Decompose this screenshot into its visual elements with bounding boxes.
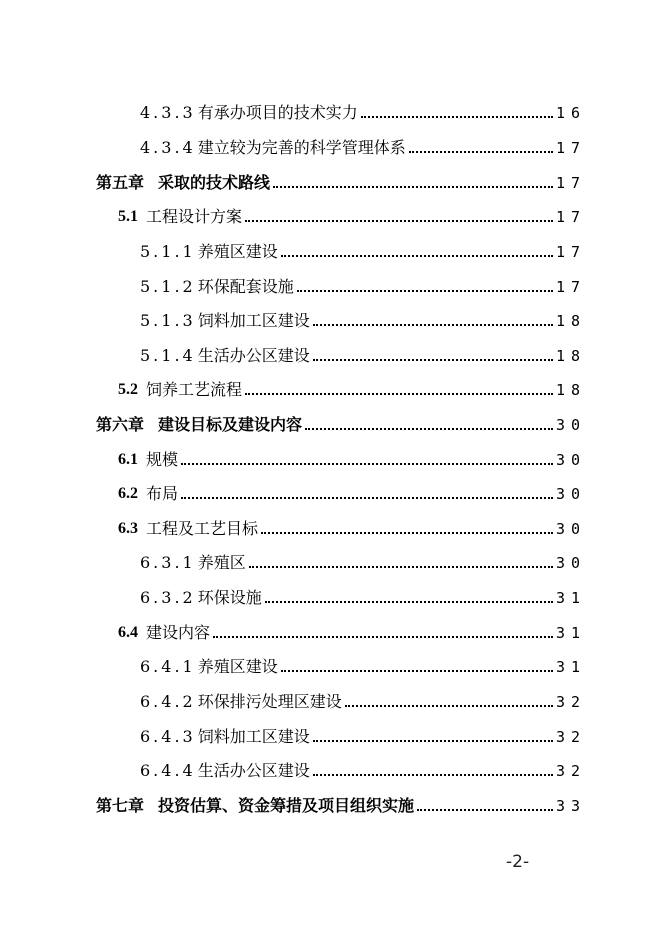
toc-entry-number: 4.3.4 xyxy=(140,138,196,157)
dot-leader xyxy=(273,186,553,188)
toc-entry-page: 18 xyxy=(555,381,586,399)
toc-entry[interactable] xyxy=(140,653,586,677)
toc-entry-number: 6.1 xyxy=(118,451,138,468)
dot-leader xyxy=(313,359,553,361)
dot-leader xyxy=(409,151,553,153)
toc-entry-page: 17 xyxy=(555,174,586,192)
toc-entry-page: 32 xyxy=(555,728,586,746)
toc-entry-page: 31 xyxy=(555,589,586,607)
toc-entry-title: 饲料加工区建设 xyxy=(197,727,310,746)
toc-entry-page: 18 xyxy=(555,312,586,330)
dot-leader xyxy=(313,740,553,742)
toc-section-entry[interactable] xyxy=(118,446,586,470)
toc-entry-title: 养殖区建设 xyxy=(197,657,278,676)
toc-entry-number: 5.1.1 xyxy=(140,242,196,261)
dot-leader xyxy=(313,774,553,776)
toc-entry-number: 6.3 xyxy=(118,520,138,537)
toc-entry-title: 布局 xyxy=(146,484,179,503)
toc-entry-page: 30 xyxy=(555,416,586,434)
toc-entry-page: 31 xyxy=(555,624,586,642)
toc-entry-number: 5.1.2 xyxy=(140,277,196,296)
dot-leader xyxy=(261,532,553,534)
page-number: -2- xyxy=(506,852,530,872)
toc-entry-number: 6.4.3 xyxy=(140,727,196,746)
toc-entry-title: 饲养工艺流程 xyxy=(146,380,243,399)
toc-entry-number: 6.4 xyxy=(118,624,138,641)
dot-leader xyxy=(181,463,553,465)
toc-chapter-entry[interactable] xyxy=(96,411,586,435)
dot-leader xyxy=(213,636,553,638)
toc-entry-title: 规模 xyxy=(146,450,179,469)
toc-entry-title: 采取的技术路线 xyxy=(158,173,271,192)
dot-leader xyxy=(181,497,553,499)
toc-entry[interactable] xyxy=(140,757,586,781)
dot-leader xyxy=(345,705,553,707)
toc-entry[interactable] xyxy=(140,238,586,262)
toc-entry-title: 有承办项目的技术实力 xyxy=(197,103,358,122)
toc-entry-number: 4.3.3 xyxy=(140,103,196,122)
toc-entry-page: 31 xyxy=(555,658,586,676)
toc-entry-number: 6.4.4 xyxy=(140,761,196,780)
dot-leader xyxy=(313,324,553,326)
toc-entry[interactable] xyxy=(140,273,586,297)
toc-entry[interactable] xyxy=(140,134,586,158)
toc-entry-title: 环保设施 xyxy=(197,588,262,607)
toc-entry-title: 建设内容 xyxy=(146,623,211,642)
toc-entry-title: 环保配套设施 xyxy=(197,277,294,296)
toc-chapter-number: 第五章 xyxy=(96,173,145,192)
toc-entry-title: 生活办公区建设 xyxy=(197,346,310,365)
toc-entry-page: 17 xyxy=(555,208,586,226)
toc-entry-title: 投资估算、资金筹措及项目组织实施 xyxy=(158,796,415,815)
dot-leader xyxy=(245,220,553,222)
dot-leader xyxy=(265,601,553,603)
toc-entry-page: 17 xyxy=(555,243,586,261)
toc-entry-title: 养殖区建设 xyxy=(197,242,278,261)
toc-entry[interactable] xyxy=(140,584,586,608)
toc-entry-page: 18 xyxy=(555,347,586,365)
toc-entry-page: 30 xyxy=(555,485,586,503)
toc-entry[interactable] xyxy=(140,307,586,331)
toc-entry[interactable] xyxy=(140,723,586,747)
toc-entry-title: 生活办公区建设 xyxy=(197,761,310,780)
toc-entry-title: 建立较为完善的科学管理体系 xyxy=(197,138,406,157)
dot-leader xyxy=(305,428,553,430)
toc-entry-page: 30 xyxy=(555,554,586,572)
toc-entry[interactable] xyxy=(140,549,586,573)
toc-entry-title: 环保排污处理区建设 xyxy=(197,692,342,711)
toc-entry-number: 5.1.3 xyxy=(140,311,196,330)
toc-section-entry[interactable] xyxy=(118,619,586,643)
toc-entry-title: 建设目标及建设内容 xyxy=(158,415,303,434)
toc-entry-page: 16 xyxy=(555,104,586,122)
toc-chapter-number: 第六章 xyxy=(96,415,145,434)
toc-section-entry[interactable] xyxy=(118,480,586,504)
toc-chapter-entry[interactable] xyxy=(96,169,586,193)
toc-section-entry[interactable] xyxy=(118,515,586,539)
dot-leader xyxy=(245,393,553,395)
toc-entry-page: 32 xyxy=(555,762,586,780)
toc-entry-title: 工程及工艺目标 xyxy=(146,519,259,538)
toc-entry-number: 6.3.1 xyxy=(140,553,196,572)
toc-entry-page: 32 xyxy=(555,693,586,711)
toc-entry-page: 30 xyxy=(555,520,586,538)
dot-leader xyxy=(361,116,553,118)
toc-section-entry[interactable] xyxy=(118,203,586,227)
dot-leader xyxy=(281,670,553,672)
toc-entry-number: 6.4.1 xyxy=(140,657,196,676)
toc-entry-number: 5.1 xyxy=(118,208,138,225)
toc-entry[interactable] xyxy=(140,99,586,123)
toc-entry-title: 养殖区 xyxy=(197,553,246,572)
toc-entry-page: 17 xyxy=(555,278,586,296)
toc-entry-title: 饲料加工区建设 xyxy=(197,311,310,330)
toc-entry-page: 33 xyxy=(555,797,586,815)
toc-section-entry[interactable] xyxy=(118,376,586,400)
toc-entry-number: 6.4.2 xyxy=(140,692,196,711)
dot-leader xyxy=(417,809,553,811)
toc-entry-page: 17 xyxy=(555,139,586,157)
toc-entry-number: 5.1.4 xyxy=(140,346,196,365)
toc-entry-number: 6.3.2 xyxy=(140,588,196,607)
dot-leader xyxy=(297,290,553,292)
toc-entry[interactable] xyxy=(140,342,586,366)
toc-entry-number: 6.2 xyxy=(118,485,138,502)
dot-leader xyxy=(249,566,553,568)
toc-entry-number: 5.2 xyxy=(118,381,138,398)
toc-entry-title: 工程设计方案 xyxy=(146,207,243,226)
dot-leader xyxy=(281,255,553,257)
toc-chapter-number: 第七章 xyxy=(96,796,145,815)
toc-entry[interactable] xyxy=(140,688,586,712)
toc-chapter-entry[interactable] xyxy=(96,792,586,816)
toc-entry-page: 30 xyxy=(555,451,586,469)
